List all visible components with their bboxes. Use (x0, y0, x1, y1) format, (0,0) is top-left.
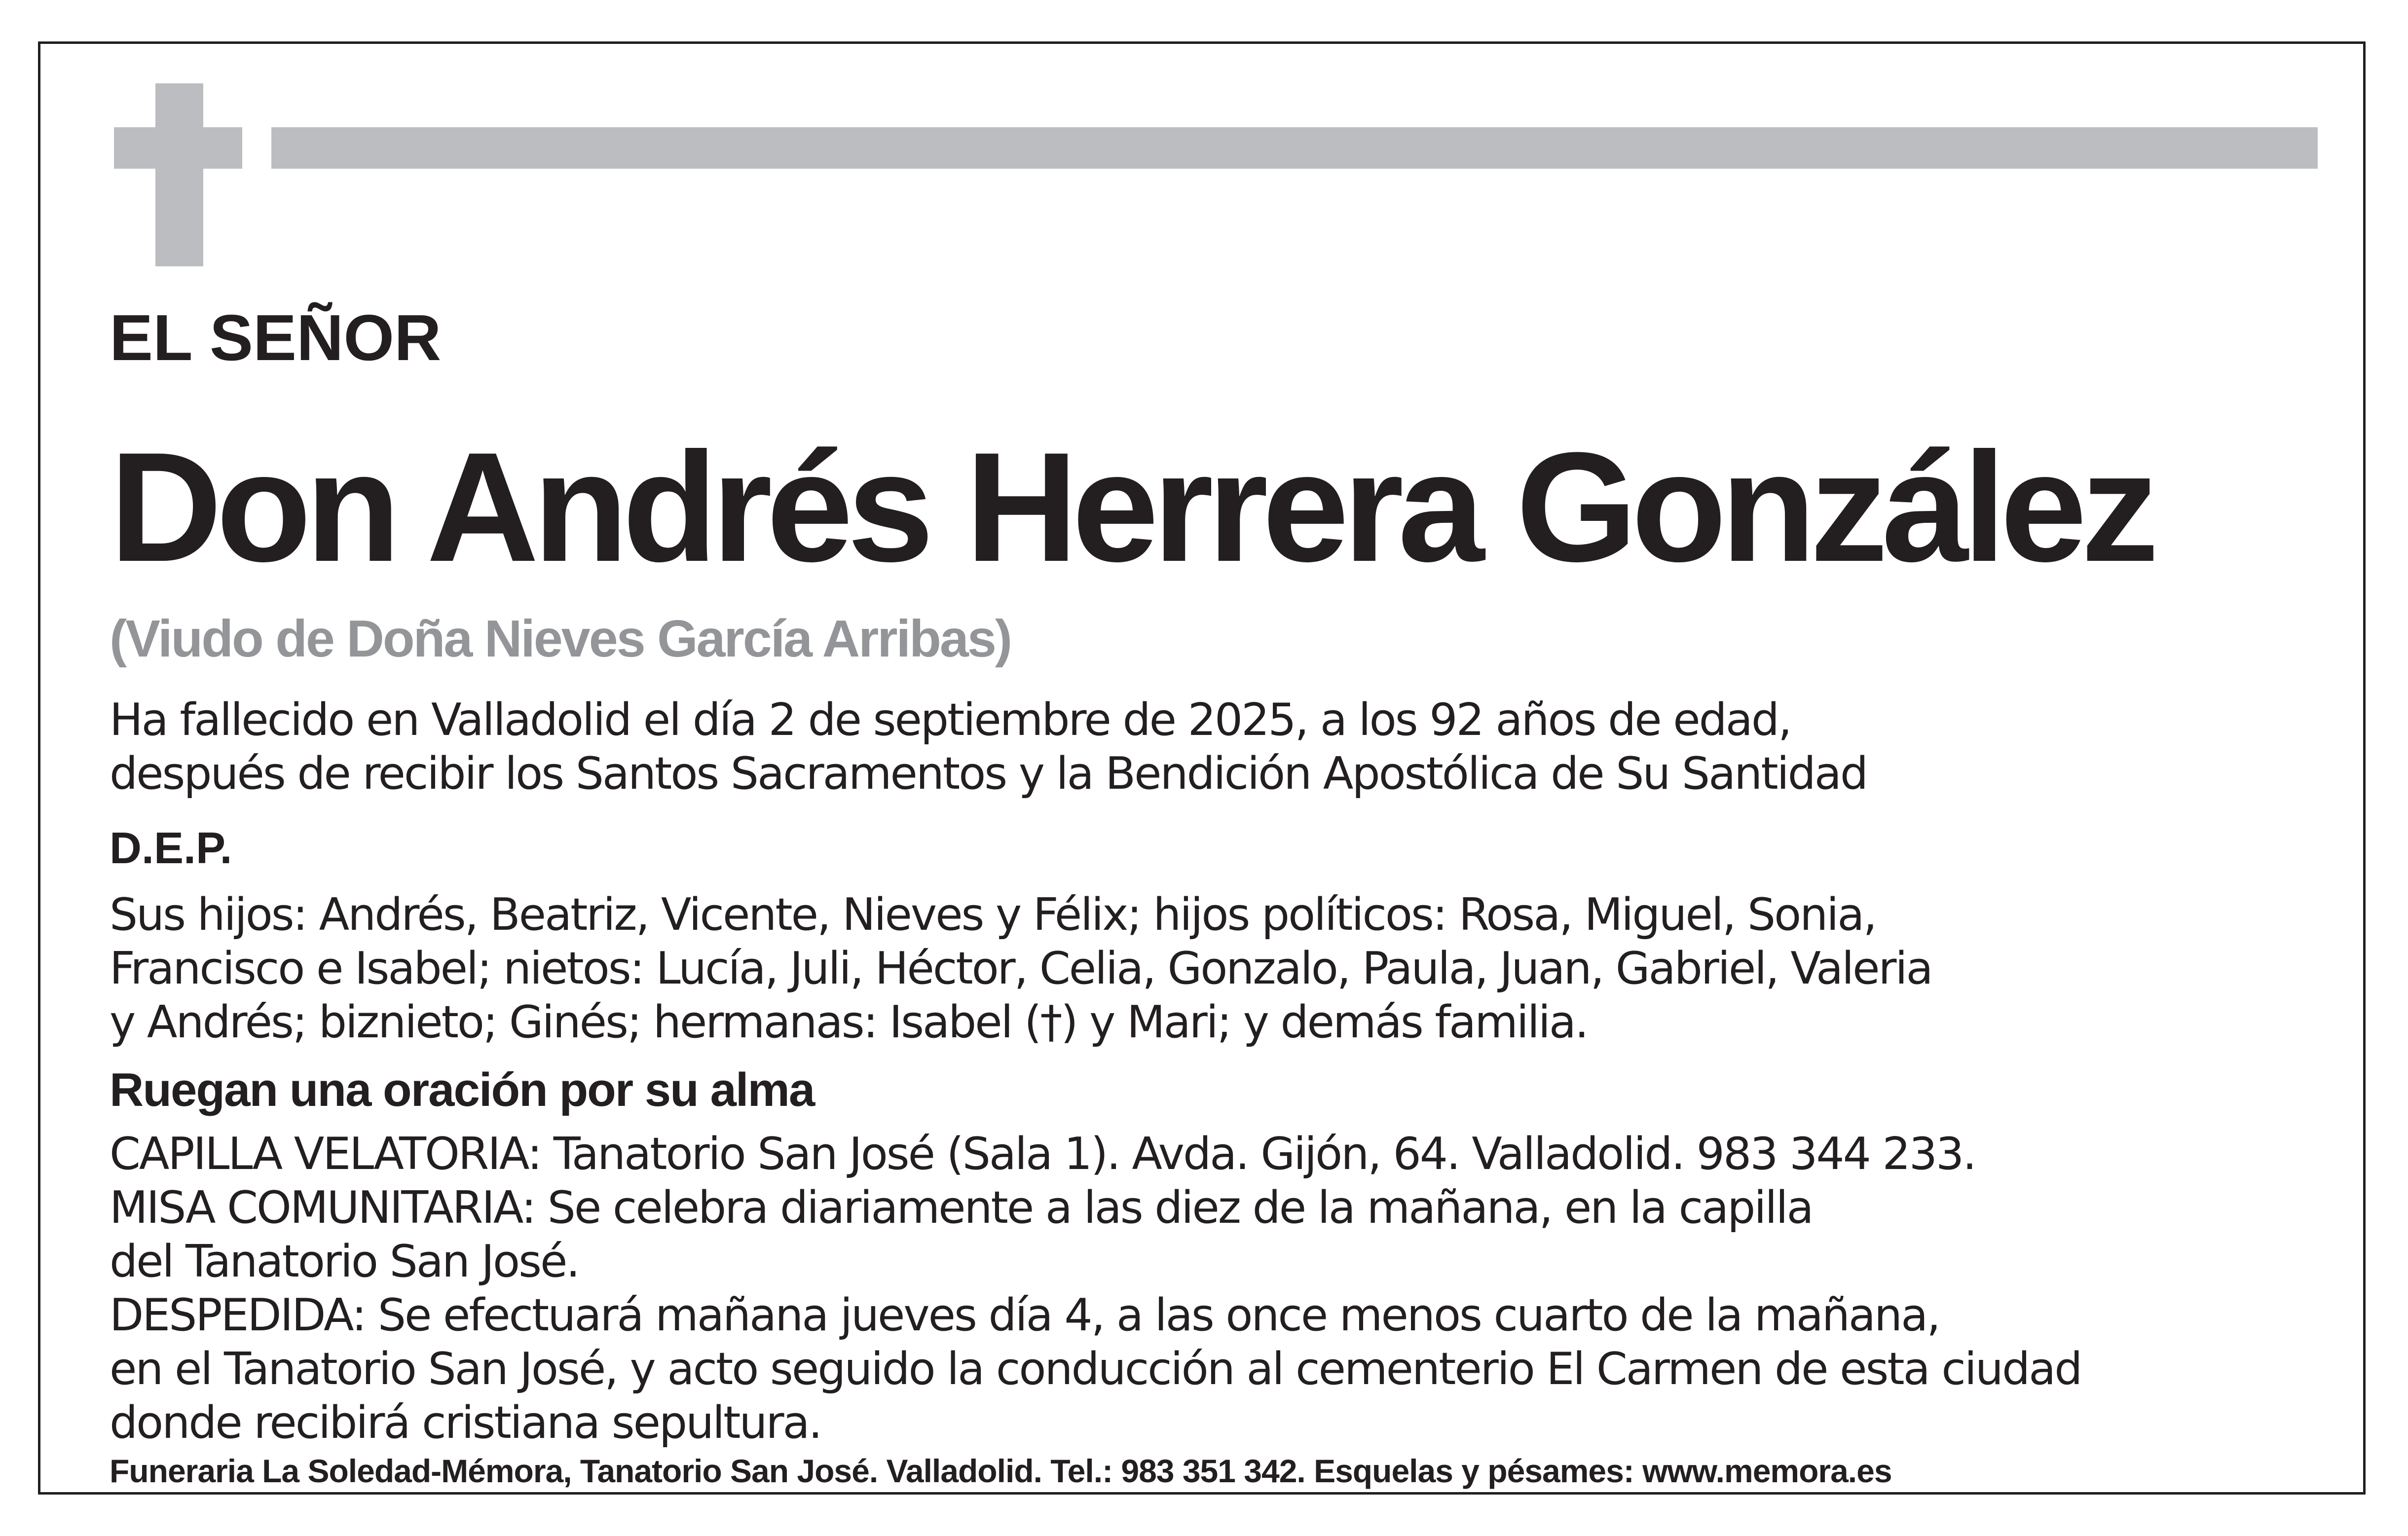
service-details (110, 1127, 2081, 1450)
prayer-request: Ruegan una oración por su alma (110, 1063, 815, 1116)
service-line: CAPILLA VELATORIA: Tanatorio San José (Sala 1). Avda. Gijón, 64. Valladolid. 983 344 233. (110, 1128, 1975, 1180)
service-line: donde recibirá cristiana sepultura. (110, 1397, 821, 1449)
dep-abbreviation: D.E.P. (110, 824, 232, 873)
death-notice-line: después de recibir los Santos Sacramentos y la Bendición Apostólica de Su Santidad (110, 748, 1867, 800)
widow-note: (Viudo de Doña Nieves García Arribas) (110, 610, 1011, 668)
deceased-name: Don Andrés Herrera González (110, 420, 2153, 594)
family-line: Sus hijos: Andrés, Beatriz, Vicente, Nieves y Félix; hijos políticos: Rosa, Miguel, Sonia, (110, 889, 1876, 941)
family-list (110, 888, 1932, 1049)
service-line: del Tanatorio San José. (110, 1236, 579, 1287)
family-line: y Andrés; biznieto; Ginés; hermanas: Isabel (†) y Mari; y demás familia. (110, 996, 1588, 1048)
family-line: Francisco e Isabel; nietos: Lucía, Juli, Héctor, Celia, Gonzalo, Paula, Juan, Gabriel, Valeria (110, 943, 1932, 994)
service-line: DESPEDIDA: Se efectuará mañana jueves día 4, a las once menos cuarto de la mañana, (110, 1289, 1939, 1341)
funeral-home-footer: Funeraria La Soledad-Mémora, Tanatorio San José. Valladolid. Tel.: 983 351 342. Esquelas y pésames: www.memora.es (110, 1453, 1892, 1489)
cross-horizontal-bar (114, 127, 242, 169)
honorific: EL SEÑOR (110, 301, 442, 374)
cross-vertical-bar (155, 83, 203, 266)
death-notice (110, 693, 1867, 801)
death-notice-line: Ha fallecido en Valladolid el día 2 de septiembre de 2025, a los 92 años de edad, (110, 694, 1791, 746)
header-rule (271, 127, 2318, 169)
service-line: MISA COMUNITARIA: Se celebra diariamente a las diez de la mañana, en la capilla (110, 1182, 1813, 1234)
service-line: en el Tanatorio San José, y acto seguido la conducción al cementerio El Carmen de esta ciudad (110, 1343, 2081, 1395)
